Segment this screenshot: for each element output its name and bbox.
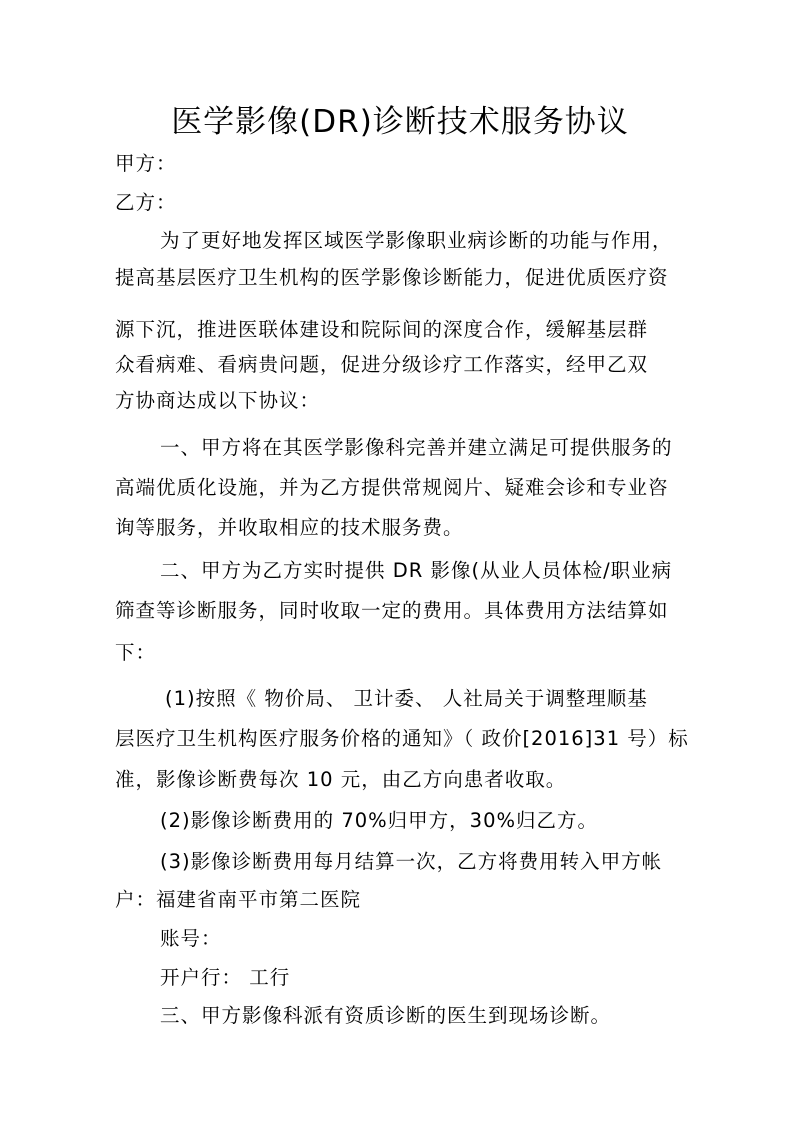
item-1-line: (1)按照《 物价局、 卫计委、 人社局关于调整理顺基 (165, 687, 648, 710)
clause-1-line: 询等服务，并收取相应的技术服务费。 (115, 516, 464, 539)
item-1-line: 层医疗卫生机构医疗服务价格的通知》（ 政价[2016]31 号）标 (115, 727, 689, 750)
bank-label: 开户行： 工行 (160, 966, 291, 989)
intro-line: 源下沉，推进医联体建设和院际间的深度合作，缓解基层群 (115, 318, 649, 341)
clause-2-line: 下： (115, 641, 157, 664)
account-label: 账号： (160, 927, 222, 950)
intro-line: 众看病难、看病贵问题，促进分级诊疗工作落实，经甲乙双 (115, 353, 649, 376)
clause-2-line: 二、甲方为乙方实时提供 DR 影像(从业人员体检/职业病 (160, 559, 673, 582)
item-3-line: 户：福建省南平市第二医院 (115, 888, 362, 911)
clause-2-line: 筛查等诊断服务，同时收取一定的费用。具体费用方法结算如 (115, 599, 669, 622)
intro-line: 提高基层医疗卫生机构的医学影像诊断能力，促进优质医疗资 (115, 266, 669, 289)
clause-1-line: 高端优质化设施，并为乙方提供常规阅片、疑难会诊和专业咨 (115, 476, 669, 499)
clause-1-line: 一、甲方将在其医学影像科完善并建立满足可提供服务的 (160, 436, 673, 459)
item-1-line: 准，影像诊断费每次 10 元，由乙方向患者收取。 (115, 768, 567, 791)
clause-3-line: 三、甲方影像科派有资质诊断的医生到现场诊断。 (160, 1004, 612, 1027)
party-b-label: 乙方： (115, 191, 177, 214)
document-title: 医学影像(DR)诊断技术服务协议 (171, 104, 629, 140)
item-3-line: (3)影像诊断费用每月结算一次，乙方将费用转入甲方帐 (160, 850, 663, 873)
intro-line: 为了更好地发挥区域医学影像职业病诊断的功能与作用， (160, 229, 673, 252)
intro-line: 方协商达成以下协议： (115, 389, 321, 412)
item-2-line: (2)影像诊断费用的 70%归甲方，30%归乙方。 (160, 809, 599, 832)
party-a-label: 甲方： (115, 152, 177, 175)
